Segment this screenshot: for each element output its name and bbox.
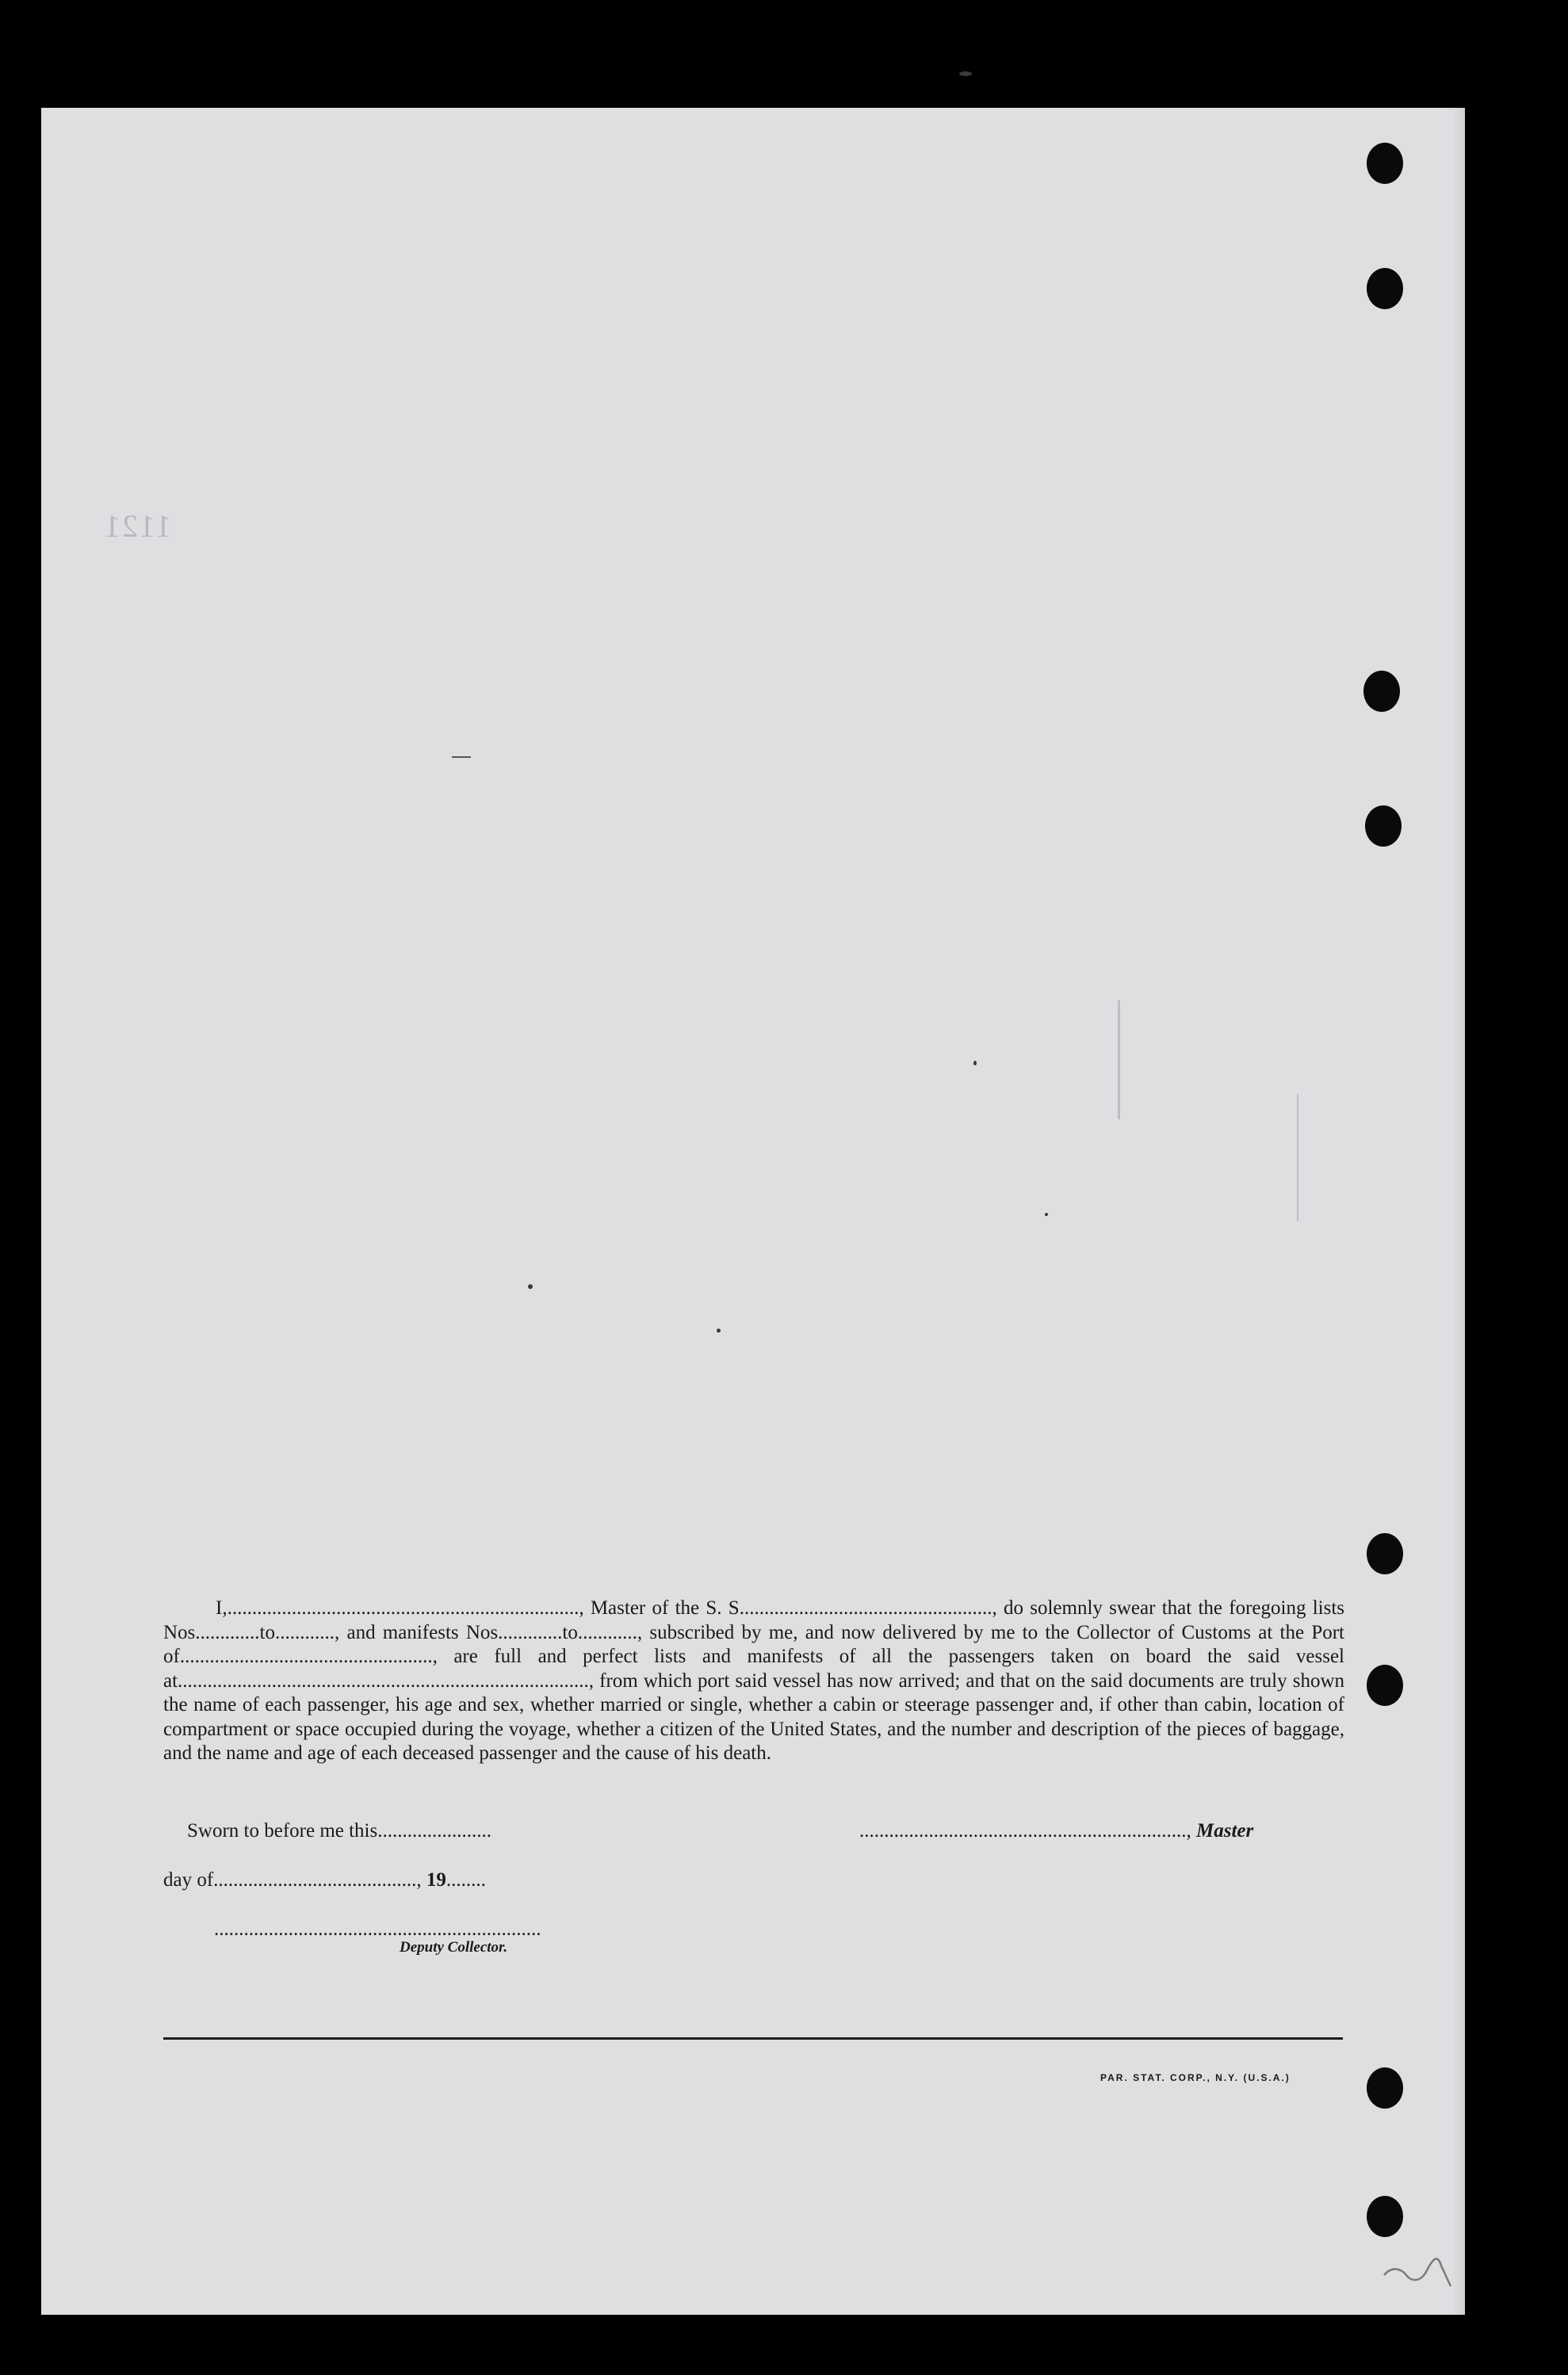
binder-hole: [1367, 2067, 1403, 2109]
paper-speck: [973, 1061, 977, 1065]
deputy-collector-label: Deputy Collector.: [400, 1939, 508, 1956]
master-signature-dots: ..................................................................,: [859, 1820, 1191, 1841]
binder-hole: [1367, 1665, 1403, 1706]
deputy-signature-dots: ..................................................................: [214, 1918, 541, 1940]
year-dots: ........: [446, 1869, 486, 1891]
horizontal-rule: [163, 2037, 1343, 2040]
paper-speck: [1045, 1213, 1048, 1216]
sworn-before-line: Sworn to before me this.......................: [187, 1820, 491, 1841]
oath-text: I,......................................................................., Master of the S. S..................................................., do solemnly swear that the foregoing lists Nos.............to............, and manifests Nos.............to............, subscribed by me, and now delivered by me to the Collector of Customs at the Port of..................................................., are full and perfect lists and manifests of all the passengers taken on board the said vessel at..................................................................................., from which port said vessel has now arrived; and that on the said documents are truly shown the name of each passenger, his age and sex, whether married or single, whether a cabin or steerage passenger and, if other than cabin, location of compartment or space occupied during the voyage, whether a citizen of the United States, and the number and description of the pieces of baggage, and the name and age of each deceased passenger and the cause of his death.: [163, 1597, 1344, 1764]
master-signature-line: [859, 1820, 1253, 1842]
binder-hole: [1367, 1533, 1403, 1574]
fold-line: [452, 756, 471, 758]
binder-hole: [1363, 671, 1400, 712]
paper-speck: [528, 1284, 533, 1289]
year-prefix: 19: [426, 1869, 446, 1891]
binder-hole: [1365, 805, 1402, 847]
paper-speck: [959, 71, 972, 76]
day-of-text: day of.........................................,: [163, 1869, 422, 1891]
pencil-scribble: [1383, 2251, 1454, 2291]
fold-line: [1297, 1094, 1298, 1221]
master-label: Master: [1196, 1820, 1254, 1841]
master-oath-paragraph: [163, 1597, 1344, 1766]
document-sheet: [41, 108, 1465, 2315]
fold-line: [1118, 1000, 1120, 1119]
sheet-edge-shadow: [1452, 108, 1465, 2315]
printer-imprint: PAR. STAT. CORP., N.Y. (U.S.A.): [1100, 2072, 1291, 2083]
binder-hole: [1367, 268, 1403, 309]
binder-hole: [1367, 143, 1403, 184]
binder-hole: [1367, 2196, 1403, 2237]
date-line: [163, 1869, 486, 1891]
bleed-through-number: 1121: [103, 508, 172, 544]
paper-speck: [717, 1329, 721, 1333]
